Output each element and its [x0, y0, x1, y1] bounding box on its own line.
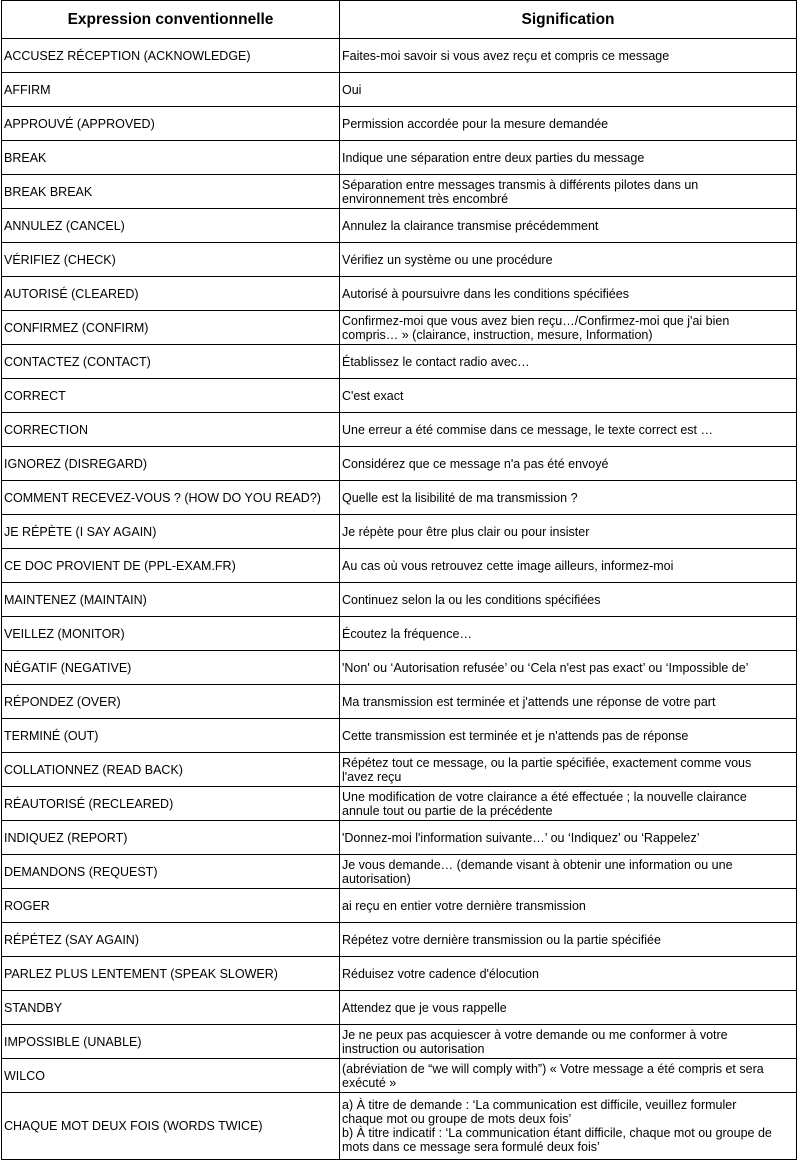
table-row	[2, 549, 797, 583]
meaning-cell: Séparation entre messages transmis à différents pilotes dans un environnement très encombré	[340, 175, 797, 209]
expression-cell: BREAK	[2, 141, 340, 175]
table-row	[2, 583, 797, 617]
expression-cell: CORRECT	[2, 379, 340, 413]
table-row	[2, 73, 797, 107]
expression-cell: IGNOREZ (DISREGARD)	[2, 447, 340, 481]
table-row	[2, 1025, 797, 1059]
table-row	[2, 481, 797, 515]
expression-cell: RÉPONDEZ (OVER)	[2, 685, 340, 719]
expression-cell: CORRECTION	[2, 413, 340, 447]
table-row	[2, 243, 797, 277]
meaning-cell: Indique une séparation entre deux parties du message	[340, 141, 797, 175]
table-row	[2, 617, 797, 651]
table-row	[2, 651, 797, 685]
table-row	[2, 753, 797, 787]
expression-cell: CE DOC PROVIENT DE (PPL-EXAM.FR)	[2, 549, 340, 583]
table-row	[2, 209, 797, 243]
expression-cell: TERMINÉ (OUT)	[2, 719, 340, 753]
expression-cell: NÉGATIF (NEGATIVE)	[2, 651, 340, 685]
table-row	[2, 277, 797, 311]
table-row	[2, 991, 797, 1025]
meaning-cell: Au cas où vous retrouvez cette image ailleurs, informez-moi	[340, 549, 797, 583]
meaning-cell: Répétez votre dernière transmission ou la partie spécifiée	[340, 923, 797, 957]
meaning-cell: Je ne peux pas acquiescer à votre demande ou me conformer à votre instruction ou autorisation	[340, 1025, 797, 1059]
expression-cell: APPROUVÉ (APPROVED)	[2, 107, 340, 141]
expression-cell: INDIQUEZ (REPORT)	[2, 821, 340, 855]
meaning-cell: Une erreur a été commise dans ce message, le texte correct est …	[340, 413, 797, 447]
table-row	[2, 821, 797, 855]
meaning-cell: Permission accordée pour la mesure demandée	[340, 107, 797, 141]
table-row	[2, 855, 797, 889]
expression-cell: STANDBY	[2, 991, 340, 1025]
expression-cell: ANNULEZ (CANCEL)	[2, 209, 340, 243]
expression-cell: VEILLEZ (MONITOR)	[2, 617, 340, 651]
table-row	[2, 107, 797, 141]
expression-cell: COLLATIONNEZ (READ BACK)	[2, 753, 340, 787]
meaning-cell: (abréviation de “we will comply with”) « Votre message a été compris et sera exécuté »	[340, 1059, 797, 1093]
table-row	[2, 413, 797, 447]
meaning-cell: Oui	[340, 73, 797, 107]
expression-cell: JE RÉPÈTE (I SAY AGAIN)	[2, 515, 340, 549]
table-row	[2, 379, 797, 413]
table-row	[2, 1093, 797, 1160]
header-row	[2, 1, 797, 39]
expression-cell: MAINTENEZ (MAINTAIN)	[2, 583, 340, 617]
table-row	[2, 447, 797, 481]
expression-cell: CHAQUE MOT DEUX FOIS (WORDS TWICE)	[2, 1093, 340, 1160]
expression-cell: RÉPÉTEZ (SAY AGAIN)	[2, 923, 340, 957]
meaning-cell: Réduisez votre cadence d'élocution	[340, 957, 797, 991]
table-row	[2, 39, 797, 73]
meaning-cell: 'Donnez-moi l'information suivante…’ ou ‘Indiquez’ ou ‘Rappelez’	[340, 821, 797, 855]
header-meaning: Signification	[340, 1, 797, 39]
meaning-cell: Quelle est la lisibilité de ma transmission ?	[340, 481, 797, 515]
meaning-cell: Annulez la clairance transmise précédemment	[340, 209, 797, 243]
meaning-cell: Attendez que je vous rappelle	[340, 991, 797, 1025]
table-row	[2, 175, 797, 209]
meaning-cell: Je vous demande… (demande visant à obtenir une information ou une autorisation)	[340, 855, 797, 889]
expression-cell: CONFIRMEZ (CONFIRM)	[2, 311, 340, 345]
meaning-cell: Une modification de votre clairance a été effectuée ; la nouvelle clairance annule tout ou partie de la précédente	[340, 787, 797, 821]
table-row	[2, 787, 797, 821]
meaning-cell: a) À titre de demande : ‘La communication est difficile, veuillez formuler chaque mot ou groupe de mots deux fois’ b) À titre indicatif : ‘La communication étant difficile, chaque mot ou groupe de mots dans ce message sera formulé deux fois’	[340, 1093, 797, 1160]
table-row	[2, 719, 797, 753]
meaning-cell: Je répète pour être plus clair ou pour insister	[340, 515, 797, 549]
meaning-cell: Établissez le contact radio avec…	[340, 345, 797, 379]
expression-cell: BREAK BREAK	[2, 175, 340, 209]
meaning-cell: Écoutez la fréquence…	[340, 617, 797, 651]
table-row	[2, 345, 797, 379]
table-row	[2, 515, 797, 549]
table-row	[2, 685, 797, 719]
meaning-cell: Continuez selon la ou les conditions spécifiées	[340, 583, 797, 617]
table-body	[2, 39, 797, 1160]
expression-cell: VÉRIFIEZ (CHECK)	[2, 243, 340, 277]
table-row	[2, 311, 797, 345]
meaning-cell: Autorisé à poursuivre dans les conditions spécifiées	[340, 277, 797, 311]
expression-cell: ACCUSEZ RÉCEPTION (ACKNOWLEDGE)	[2, 39, 340, 73]
expression-cell: IMPOSSIBLE (UNABLE)	[2, 1025, 340, 1059]
header-expression: Expression conventionnelle	[2, 1, 340, 39]
table-row	[2, 1059, 797, 1093]
table-row	[2, 923, 797, 957]
expression-cell: AFFIRM	[2, 73, 340, 107]
meaning-cell: Répétez tout ce message, ou la partie spécifiée, exactement comme vous l'avez reçu	[340, 753, 797, 787]
meaning-cell: Considérez que ce message n'a pas été envoyé	[340, 447, 797, 481]
expression-cell: RÉAUTORISÉ (RECLEARED)	[2, 787, 340, 821]
meaning-cell: Cette transmission est terminée et je n'attends pas de réponse	[340, 719, 797, 753]
expression-cell: AUTORISÉ (CLEARED)	[2, 277, 340, 311]
meaning-cell: 'Non' ou ‘Autorisation refusée’ ou ‘Cela n'est pas exact’ ou ‘Impossible de’	[340, 651, 797, 685]
meaning-cell: C'est exact	[340, 379, 797, 413]
table-row	[2, 141, 797, 175]
meaning-cell: Vérifiez un système ou une procédure	[340, 243, 797, 277]
meaning-cell: Faites-moi savoir si vous avez reçu et compris ce message	[340, 39, 797, 73]
table-row	[2, 889, 797, 923]
expression-cell: ROGER	[2, 889, 340, 923]
table-row	[2, 957, 797, 991]
expression-cell: WILCO	[2, 1059, 340, 1093]
meaning-cell: Confirmez-moi que vous avez bien reçu…/Confirmez-moi que j'ai bien compris… » (clairance, instruction, mesure, Information)	[340, 311, 797, 345]
expression-cell: DEMANDONS (REQUEST)	[2, 855, 340, 889]
meaning-cell: ai reçu en entier votre dernière transmission	[340, 889, 797, 923]
meaning-cell: Ma transmission est terminée et j'attends une réponse de votre part	[340, 685, 797, 719]
expression-cell: COMMENT RECEVEZ-VOUS ? (HOW DO YOU READ?)	[2, 481, 340, 515]
expression-cell: PARLEZ PLUS LENTEMENT (SPEAK SLOWER)	[2, 957, 340, 991]
phraseology-table	[1, 0, 797, 1160]
expression-cell: CONTACTEZ (CONTACT)	[2, 345, 340, 379]
